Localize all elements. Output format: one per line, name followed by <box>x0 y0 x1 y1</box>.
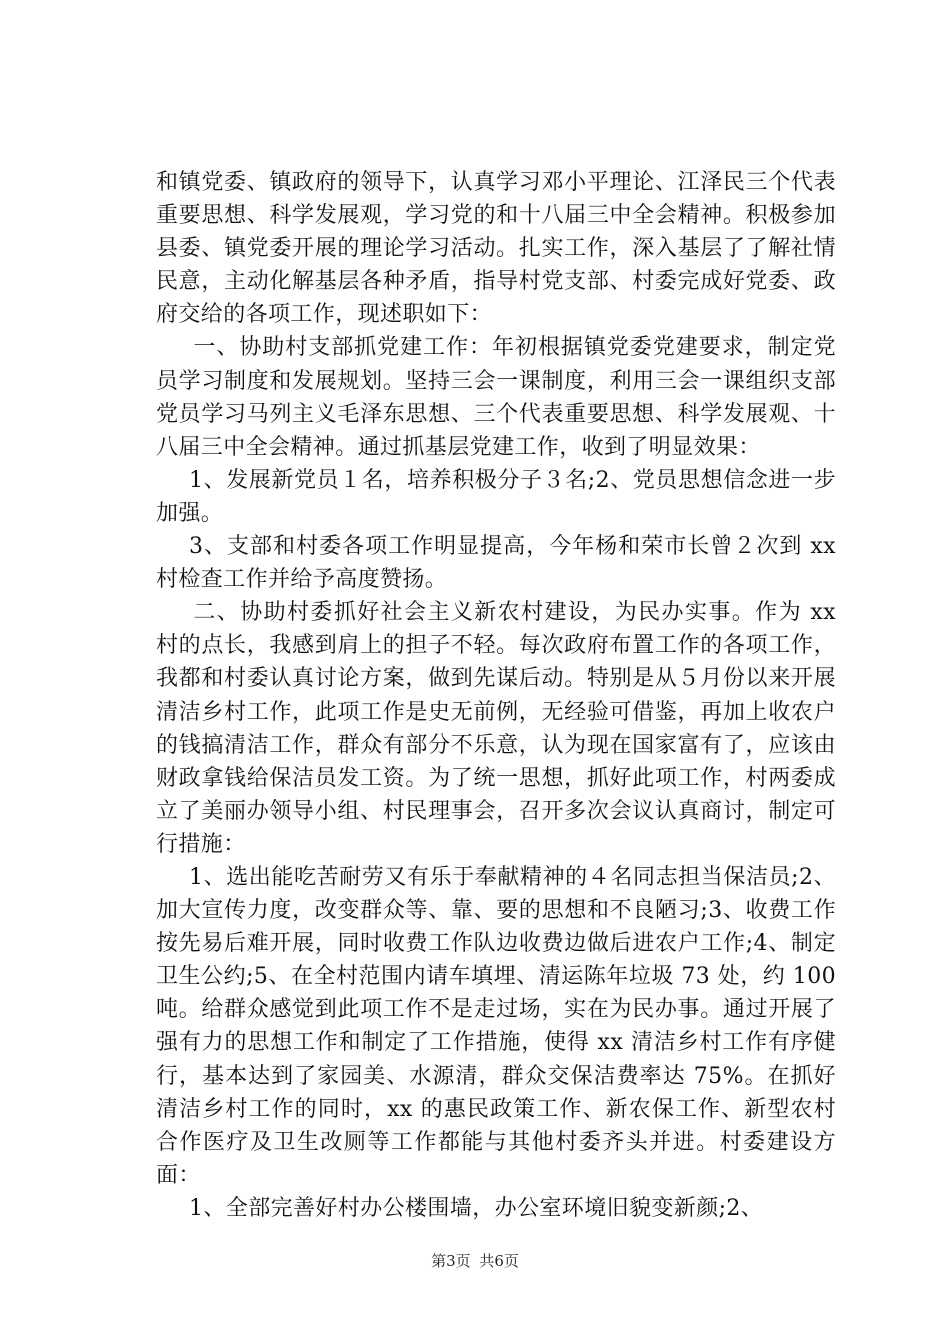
paragraph-village-building: 1、全部完善好村办公楼围墙，办公室环境旧貌变新颜;2、 <box>189 1195 764 1221</box>
document-body <box>156 166 836 1225</box>
paragraph-intro: 和镇党委、镇政府的领导下，认真学习邓小平理论、江泽民三个代表重要思想、科学发展观，学习党的和十八届三中全会精神。积极参加县委、镇党委开展的理论学习活动。扎实工作，深入基层了了解社情民意，主动化解基层各种矛盾，指导村党支部、村委完成好党委、政府交给的各项工作，现述职如下： <box>156 170 836 328</box>
paragraph-result-one-two: 1、发展新党员１名，培养积极分子３名;2、党员思想信念进一步加强。 <box>156 467 836 526</box>
paragraph-result-three: 3、支部和村委各项工作明显提高，今年杨和荣市长曾２次到 xx 村检查工作并给予高度赞扬。 <box>156 534 836 593</box>
paragraph-measures: 1、选出能吃苦耐劳又有乐于奉献精神的４名同志担当保洁员;2、加大宣传力度，改变群众等、靠、要的思想和不良陋习;3、收费工作按先易后难开展，同时收费工作队边收费边做后进农户工作;4、制定卫生公约;5、在全村范围内请车填埋、清运陈年垃圾 73 处，约 100 吨。给群众感觉到此项工作不是走过场，实在为民办事。通过开展了强有力的思想工作和制定了工作措施，使得 xx 清洁乡村工作有序健行，基本达到了家园美、水源清，群众交保洁费率达 75%。在抓好清洁乡村工作的同时，xx 的惠民政策工作、新农保工作、新型农村合作医疗及卫生改厕等工作都能与其他村委齐头并进。村委建设方面： <box>156 864 836 1188</box>
page-number: 第3页 <box>431 1252 471 1270</box>
paragraph-section-one: 一、协助村支部抓党建工作：年初根据镇党委党建要求，制定党员学习制度和发展规划。坚持三会一课制度，利用三会一课组织支部党员学习马列主义毛泽东思想、三个代表重要思想、科学发展观、十八届三中全会精神。通过抓基层党建工作，收到了明显效果： <box>156 335 836 460</box>
page-footer <box>0 1250 950 1271</box>
paragraph-section-two: 二、协助村委抓好社会主义新农村建设，为民办实事。作为 xx 村的点长，我感到肩上的担子不轻。每次政府布置工作的各项工作，我都和村委认真讨论方案，做到先谋后动。特别是从５月份以来开展清洁乡村工作，此项工作是史无前例，无经验可借鉴，再加上收农户的钱搞清洁工作，群众有部分不乐意，认为现在国家富有了，应该由财政拿钱给保洁员发工资。为了统一思想，抓好此项工作，村两委成立了美丽办领导小组、村民理事会，召开多次会议认真商讨，制定可行措施： <box>156 600 836 857</box>
page-total: 共6页 <box>479 1252 519 1270</box>
